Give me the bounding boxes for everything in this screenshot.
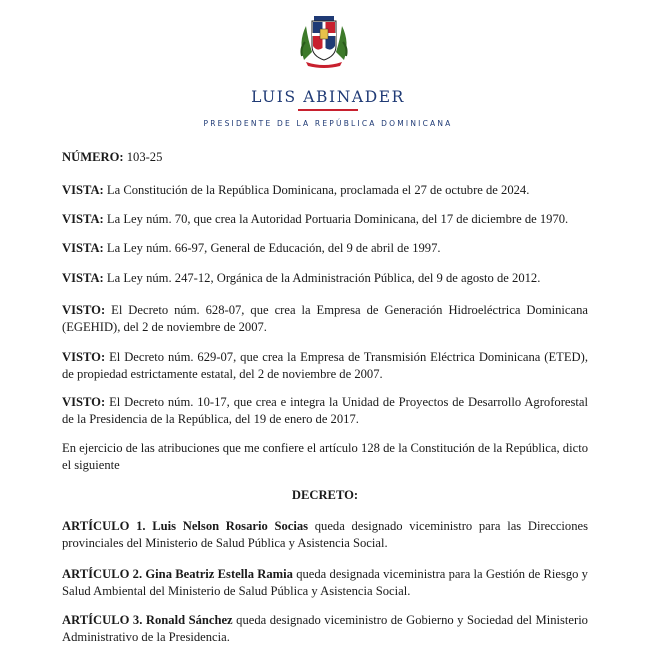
vista-text: La Ley núm. 66-97, General de Educación, del 9 de abril de 1997. bbox=[106, 241, 441, 255]
articulo-text: queda designado viceministro para las Direcciones provinciales del Ministerio de Salud Pública y Asistencia Social. bbox=[62, 519, 589, 550]
president-title: PRESIDENTE DE LA REPÚBLICA DOMINICANA bbox=[203, 119, 453, 128]
articulo-2 bbox=[62, 566, 588, 599]
visto-label: VISTO: bbox=[62, 395, 106, 409]
vista-3 bbox=[62, 240, 588, 257]
vista-4 bbox=[62, 270, 588, 287]
decreto-heading: DECRETO: bbox=[291, 488, 359, 502]
articulo-text: queda designado viceministro de Gobierno y Sociedad del Ministerio Administrativo de la Presidencia. bbox=[62, 613, 588, 644]
articulo-3 bbox=[62, 612, 588, 645]
vista-text: La Ley núm. 247-12, Orgánica de la Administración Pública, del 9 de agosto de 2012. bbox=[106, 271, 541, 285]
visto-1 bbox=[62, 302, 588, 335]
visto-label: VISTO: bbox=[62, 303, 106, 317]
articulo-person: Gina Beatriz Estella Ramia bbox=[145, 567, 293, 581]
visto-text: El Decreto núm. 10-17, que crea e integra la Unidad de Proyectos de Desarrollo Agroforestal de la Presidencia de la República, del 19 de enero de 2017. bbox=[62, 395, 588, 426]
ejercicio-paragraph: En ejercicio de las atribuciones que me confiere el artículo 128 de la Constitución de la República, dicto el siguiente bbox=[62, 441, 588, 472]
vista-label: VISTA: bbox=[62, 241, 104, 255]
visto-text: El Decreto núm. 628-07, que crea la Empresa de Generación Hidroeléctrica Dominicana (EGEHID), del 2 de noviembre de 2007. bbox=[62, 303, 588, 334]
articulo-person: Luis Nelson Rosario Socias bbox=[152, 519, 309, 533]
visto-label: VISTO: bbox=[62, 350, 106, 364]
visto-text: El Decreto núm. 629-07, que crea la Empresa de Transmisión Eléctrica Dominicana (ETED), de propiedad estrictamente estatal, del 2 de noviembre de 2007. bbox=[62, 350, 588, 381]
articulo-label: ARTÍCULO 1. bbox=[62, 519, 146, 533]
vista-text: La Ley núm. 70, que crea la Autoridad Portuaria Dominicana, del 17 de diciembre de 1970. bbox=[106, 212, 569, 226]
articulo-text: queda designada viceministra para la Gestión de Riesgo y Salud Ambiental del Ministerio de Salud Pública y Asistencia Social. bbox=[62, 567, 588, 598]
vista-2 bbox=[62, 211, 588, 228]
vista-label: VISTA: bbox=[62, 183, 104, 197]
header-divider bbox=[298, 109, 358, 111]
articulo-1 bbox=[62, 518, 588, 551]
articulo-person: Ronald Sánchez bbox=[145, 613, 233, 627]
number-label: NÚMERO: bbox=[62, 150, 124, 164]
articulo-label: ARTÍCULO 3. bbox=[62, 613, 143, 627]
vista-text: La Constitución de la República Dominicana, proclamada el 27 de octubre de 2024. bbox=[106, 183, 530, 197]
articulo-label: ARTÍCULO 2. bbox=[62, 567, 143, 581]
vista-label: VISTA: bbox=[62, 212, 104, 226]
president-name: LUIS ABINADER bbox=[251, 88, 405, 106]
vista-label: VISTA: bbox=[62, 271, 104, 285]
visto-2 bbox=[62, 349, 588, 382]
coat-of-arms-icon bbox=[296, 12, 352, 70]
number-value: 103-25 bbox=[126, 150, 163, 164]
decree-number bbox=[62, 149, 588, 166]
visto-3 bbox=[62, 394, 588, 427]
vista-1 bbox=[62, 182, 588, 199]
